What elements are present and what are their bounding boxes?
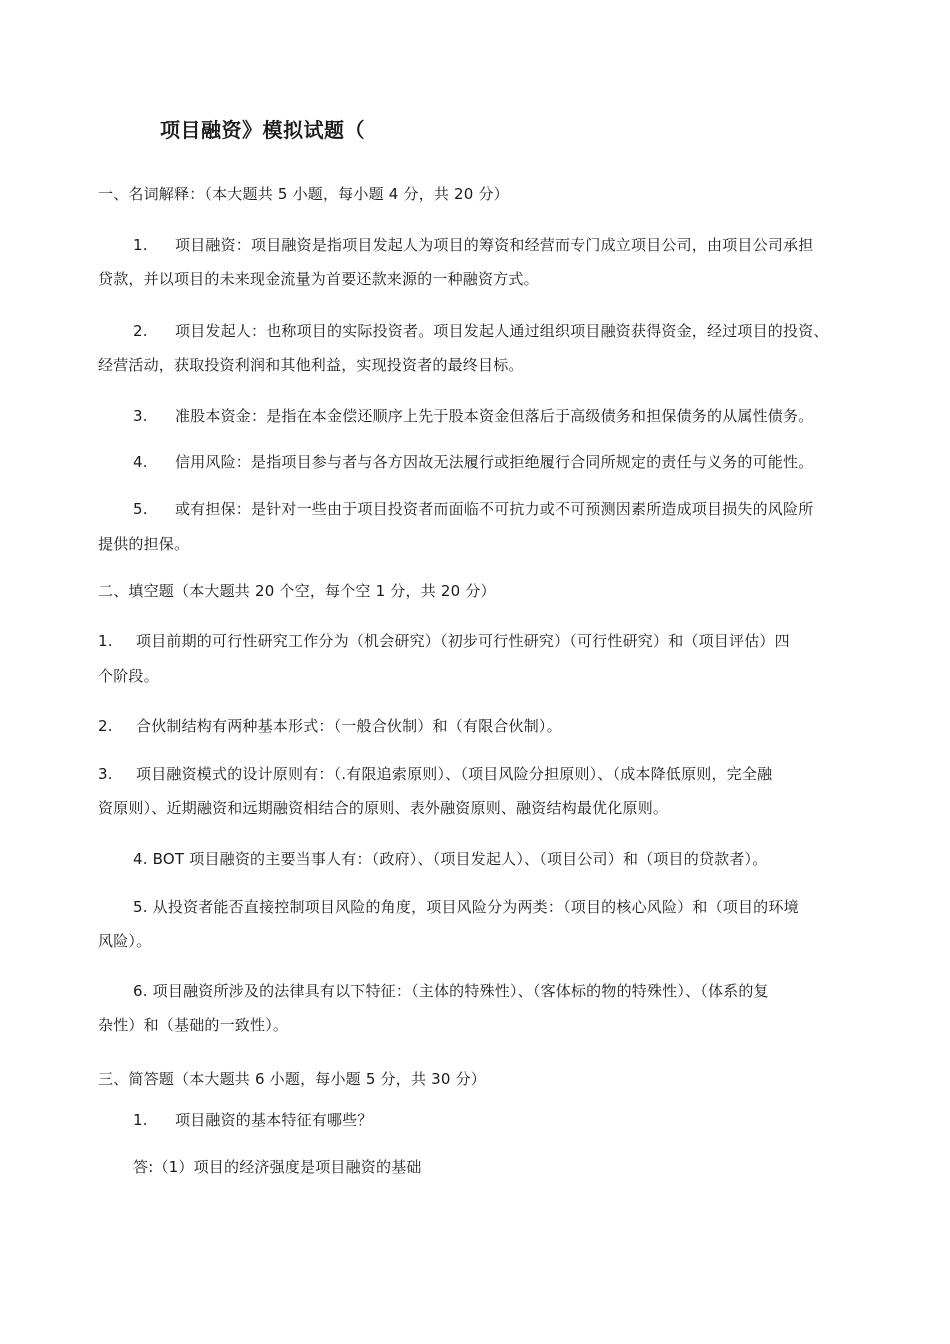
item-text: 项目发起人：也称项目的实际投资者。项目发起人通过组织项目融资获得资金，经过项目的投资、 xyxy=(175,322,829,340)
item-number: 1. xyxy=(98,632,113,650)
section2-item3-line2: 资原则）、近期融资和远期融资相结合的原则、表外融资原则、融资结构最优化原则。 xyxy=(98,799,669,817)
section3-item1-line1 xyxy=(133,1109,373,1131)
item-text: 合伙制结构有两种基本形式：（一般合伙制）和（有限合伙制）。 xyxy=(136,717,562,735)
item-text: 项目融资的基本特征有哪些？ xyxy=(175,1111,373,1129)
section1-item4-line1 xyxy=(133,451,813,473)
section3-answer: 答:（1）项目的经济强度是项目融资的基础 xyxy=(133,1158,422,1176)
section2-item6-line1: 6. 项目融资所涉及的法律具有以下特征：（主体的特殊性）、（客体标的物的特殊性）、（体系的复 xyxy=(133,982,769,1000)
section2-item5-line2: 风险）。 xyxy=(98,932,152,950)
item-number: 2. xyxy=(133,322,148,340)
section1-item1-line2: 贷款，并以项目的未来现金流量为首要还款来源的一种融资方式。 xyxy=(98,270,539,288)
section1-item2-line1 xyxy=(133,320,829,342)
section2-item6-line2: 杂性）和（基础的一致性）。 xyxy=(98,1016,289,1034)
section2-item1-line2: 个阶段。 xyxy=(98,667,159,685)
section1-item5-line1 xyxy=(133,498,813,520)
section1-heading: 一、名词解释：（本大题共 5 小题，每小题 4 分，共 20 分） xyxy=(98,185,509,203)
document-title: 项目融资》模拟试题（ xyxy=(160,118,365,142)
section2-heading: 二、填空题（本大题共 20 个空，每个空 1 分，共 20 分） xyxy=(98,582,496,600)
section2-item2-line1 xyxy=(98,715,562,737)
section3-heading: 三、简答题（本大题共 6 小题，每小题 5 分，共 30 分） xyxy=(98,1070,486,1088)
section2-item4-line1: 4. BOT 项目融资的主要当事人有：（政府）、（项目发起人）、（项目公司）和（项目的贷款者）。 xyxy=(133,850,768,868)
section1-item5-line2: 提供的担保。 xyxy=(98,535,190,553)
section2-item3-line1 xyxy=(98,763,772,785)
item-number: 2. xyxy=(98,717,113,735)
section1-item2-line2: 经营活动，获取投资利润和其他利益，实现投资者的最终目标。 xyxy=(98,356,524,374)
item-number: 4. xyxy=(133,453,148,471)
item-number: 1. xyxy=(133,236,148,254)
item-text: 或有担保：是针对一些由于项目投资者而面临不可抗力或不可预测因素所造成项目损失的风险所 xyxy=(175,500,814,518)
item-number: 1. xyxy=(133,1111,148,1129)
item-text: 项目融资模式的设计原则有：（.有限追索原则）、（项目风险分担原则）、（成本降低原则，完全融 xyxy=(136,765,773,783)
section2-item1-line1 xyxy=(98,630,790,652)
item-text: 项目前期的可行性研究工作分为（机会研究）（初步可行性研究）（可行性研究）和（项目评估）四 xyxy=(136,632,790,650)
item-number: 5. xyxy=(133,500,148,518)
item-text: 准股本资金：是指在本金偿还顺序上先于股本资金但落后于高级债务和担保债务的从属性债务。 xyxy=(175,407,814,425)
item-text: 信用风险：是指项目参与者与各方因故无法履行或拒绝履行合同所规定的责任与义务的可能性。 xyxy=(175,453,814,471)
item-number: 3. xyxy=(98,765,113,783)
item-number: 3. xyxy=(133,407,148,425)
item-text: 项目融资：项目融资是指项目发起人为项目的筹资和经营而专门成立项目公司，由项目公司承担 xyxy=(175,236,814,254)
section2-item5-line1: 5. 从投资者能否直接控制项目风险的角度，项目风险分为两类：（项目的核心风险）和（项目的环境 xyxy=(133,898,799,916)
section1-item1-line1 xyxy=(133,234,813,256)
section1-item3-line1 xyxy=(133,405,813,427)
